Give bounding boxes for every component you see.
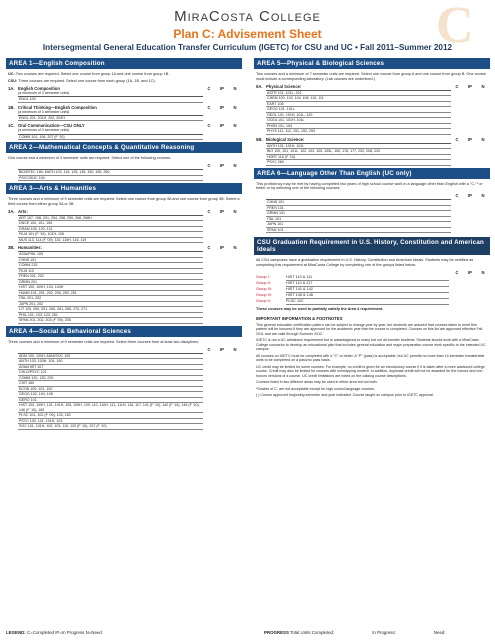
note-paragraph: Courses listed in two different areas may be used in either area but not both. [256, 380, 378, 385]
area5a-courses: ASTR 101, 101L, 201 CHEM 100, 102, 104, 106, 110, 111 EART 106 GEOG 101, 101L GEOL 101, 101H, 101L, 120 OCEA 101, 101H, 101L PHSN 101, 104 PHYS 111, 112, 151, 152, 253 [266, 90, 451, 135]
area1b-item: 1B. Critical Thinking—English Composition C IP N [8, 104, 237, 110]
area1c-sub: (a minimum of 3 semester units) [18, 128, 70, 133]
college-name: MiraCosta College [174, 8, 321, 25]
area1c-item: 1C. Oral Communication—CSU ONLY C IP N [8, 123, 237, 129]
note-paragraph: *Grades of C- are not acceptable except for high school language courses. [256, 386, 375, 391]
csu-group-row: Group IV: HIST 145 & 146 [256, 293, 488, 299]
area2-header: AREA 2—Mathematical Concepts & Quantitative Reasoning [6, 142, 242, 153]
area2-cipn: C IP N [207, 163, 237, 169]
area3a-courses: ART 157, 158, 201, 254, 258, 259, 268, 268H DNCE 100, 101, 105 DRAM 105, 120, 121 FILM 101 (F '10), 101H, 106 MUS 113, 114 (F '09), 115, 115H, 116, 119 [18, 215, 203, 244]
left-column [6, 58, 242, 432]
area3b-item: 3B. Humanities: C IP N [8, 245, 237, 251]
area1b-courses: ENGL 201, 201H, 202, 202H [18, 115, 203, 122]
area5-header: AREA 5—Physical & Biological Sciences [254, 58, 490, 69]
area4-cipn: C IP N [207, 346, 237, 352]
csu-cipn: C IP N [455, 269, 485, 275]
area2-courses: BIO/BTEC 180; MATH 103, 115, 125, 135, 150, 155, 260; PSYC/SOC 104 [18, 169, 203, 181]
area5a-item: 5A. Physical Science: C IP N [256, 83, 485, 89]
page-subtitle: Intersegmental General Education Transfer Curriculum (IGETC) for CSU and UC • Fall 2011–Summer 2012 [42, 43, 453, 52]
watermark-c: C [436, 0, 474, 54]
csu-group-row: Group I: HIST 110 & 111 [256, 275, 488, 281]
area3b-courses: ASIA/PHIL 105 CHNS 101 COMM 215 FILM 110 FREN 201, 202 GRMN 201 HIST 100, 100H, 104, 104H HUMN 101, 201, 202, 205, 250, 251 ITAL 201, 202 JAPN 201, 202 LIT 120, 250, 251, 260, 261, 265, 270, 271 PHIL 101, 103, 123, 251 SPAN 201, 202, 203 (F '09), 205 [18, 251, 203, 324]
area1a-item: 1A. English Composition C IP N [8, 85, 237, 91]
area1c-courses: COMM 101, 106, 207 (F '10) [18, 134, 203, 141]
area3a-item: 3A. Arts: C IP N [8, 208, 237, 214]
area6-intro: This proficiency may be met by having completed two years of high school course work in a language other than English with a "C-"* or better or by selecting one of the following courses: [256, 181, 483, 191]
area5b-courses: ANTH 101, 101H, 101L BIO 100, 101, 101L, 102, 103, 105, 105L, 150, 176, 177, 202, 208, 220 HORT 118 (F '10) PSYC 260 [266, 143, 451, 166]
note-paragraph: UC credit may be limited for some courses. For example, no credit is given for an introductory course if it is taken after a more advanced college course. Credit may also be limited for courses with overlapping content. In addition, duplicate credit will not be awarded for the honors and non-honors versions of a course. UC credit limitations are noted on the catalog course descriptions. [256, 364, 485, 378]
note-paragraph: IGETC is not a UC admission requirement but is advantageous to many but not all transfer students. Students should work with a MiraCosta College counselor to develop an educational plan that includes general education and major preparation course work specific to the intended UC campus. [256, 338, 486, 352]
csu-group-row: Group II: HIST 110 & 117 [256, 281, 488, 287]
area3-intro: Three courses and a minimum of 9 semester units are required. Select one course from group 3A and one course from group 3B. Select a third course from either group 3A or 3B. [8, 197, 240, 206]
area4-intro: Three courses and a minimum of 9 semester units are required. Select three courses from at least two disciplines. [8, 339, 200, 344]
csu-footnote: These courses may be used to partially satisfy the Area 4 requirement. [256, 306, 384, 311]
plan-title: Plan C: Advisement Sheet [173, 27, 322, 41]
area1b-sub: (a minimum of 3 semester units) [18, 109, 70, 114]
right-column [254, 58, 490, 400]
csu-group-row: Group III: HIST 141 & 142 [256, 287, 488, 293]
csu-header: CSU Graduation Requirement in U.S. History, Constitution and American Ideals [254, 237, 490, 255]
csu-group-row: Group V: PLSC 102 [256, 299, 488, 305]
area4-courses: ADM 100, 100H; ADM/SOC 105 ANTH 103, 103H, 104, 190 ASIA/HIST 107 CHLD/PSYC 121 COMM 120, 130, 220 CSIT 160 ECON 100, 101, 102 GEOG 102, 104, 108 GERO 101 HIST 100, 100H, 101, 101H, 105, 105H, 109, 110, 110H, 111, 111H, 116, 117, 141 (F '10), 142 (F '10), 145 (F '10), 146 (F '10), 165 PLSC 101, 102 (F '09), 103, 150 PSYC 100, 101, 101H, 103 SOC 101, 101H, 102, 103, 110, 120 (F '10), 207 (F '10) [18, 353, 203, 430]
area1-csu-intro: CSU: Three courses are required. Select one course from each group (1A, 1B, and 1C). [8, 78, 156, 83]
area2-intro: One course and a minimum of 3 semester units are required. Select one of the following courses: [8, 156, 172, 161]
note-paragraph: This general education certification pattern can be subject to change year by year, but students are assured that courses taken to meet this pattern will be honored if they are approved for the academic year that the course is completed. Courses on this list are approved effective Fall 2011 and are valid through Summer 2012. [256, 322, 483, 336]
area4-header: AREA 4—Social & Behavioral Sciences [6, 326, 242, 337]
csu-intro: All CSU campuses have a graduation requirement in U.S. History, Constitution and American Ideals. Students may be certified as completing this requirement at MiraCosta College by completing one of the groups listed below. [256, 258, 474, 267]
area1a-sub: (a minimum of 3 semester units) [18, 90, 70, 95]
header [0, 0, 495, 54]
area6-header: AREA 6—Language Other Than English (UC only) [254, 168, 490, 179]
notes-title: IMPORTANT INFORMATION & FOOTNOTES [256, 315, 343, 321]
legend: LEGEND: C=Completed IP=In Progress N=Need [6, 630, 102, 635]
area1-header: AREA 1—English Composition [6, 58, 242, 69]
area6-courses: CHNS 101 FREN 101 GRMN 101 ITAL 101 JAPN 101 SPAN 101 [266, 199, 451, 233]
area5b-item: 5B. Biological Science: C IP N [256, 136, 485, 142]
area5-intro: Two courses and a minimum of 7 semester units are required. Select one course from group A and one course from group B. One course must include a corresponding laboratory. (Lab courses are underlined.) [256, 72, 487, 81]
area6-cipn: C IP N [455, 193, 485, 199]
progress: PROGRESS Total Units Completed: In Progress: Need: [264, 630, 446, 635]
area3-header: AREA 3—Arts & Humanities [6, 183, 242, 194]
area1-uc-intro: UC: Two courses are required. Select one course from group 1A and one course from group 1B. [8, 72, 170, 76]
note-paragraph: All courses on IGETC must be completed with a "C" or better. A "P" (pass) is acceptable, but UC permits no more than 14 semester transferable units to be completed on a pass/no pass basis. [256, 353, 485, 363]
area1a-courses: ENGL 100 [18, 96, 203, 103]
note-paragraph: ( ) Course approved beginning semester and year indicated. Course taught on campus prior to IGETC approval. [256, 393, 434, 398]
